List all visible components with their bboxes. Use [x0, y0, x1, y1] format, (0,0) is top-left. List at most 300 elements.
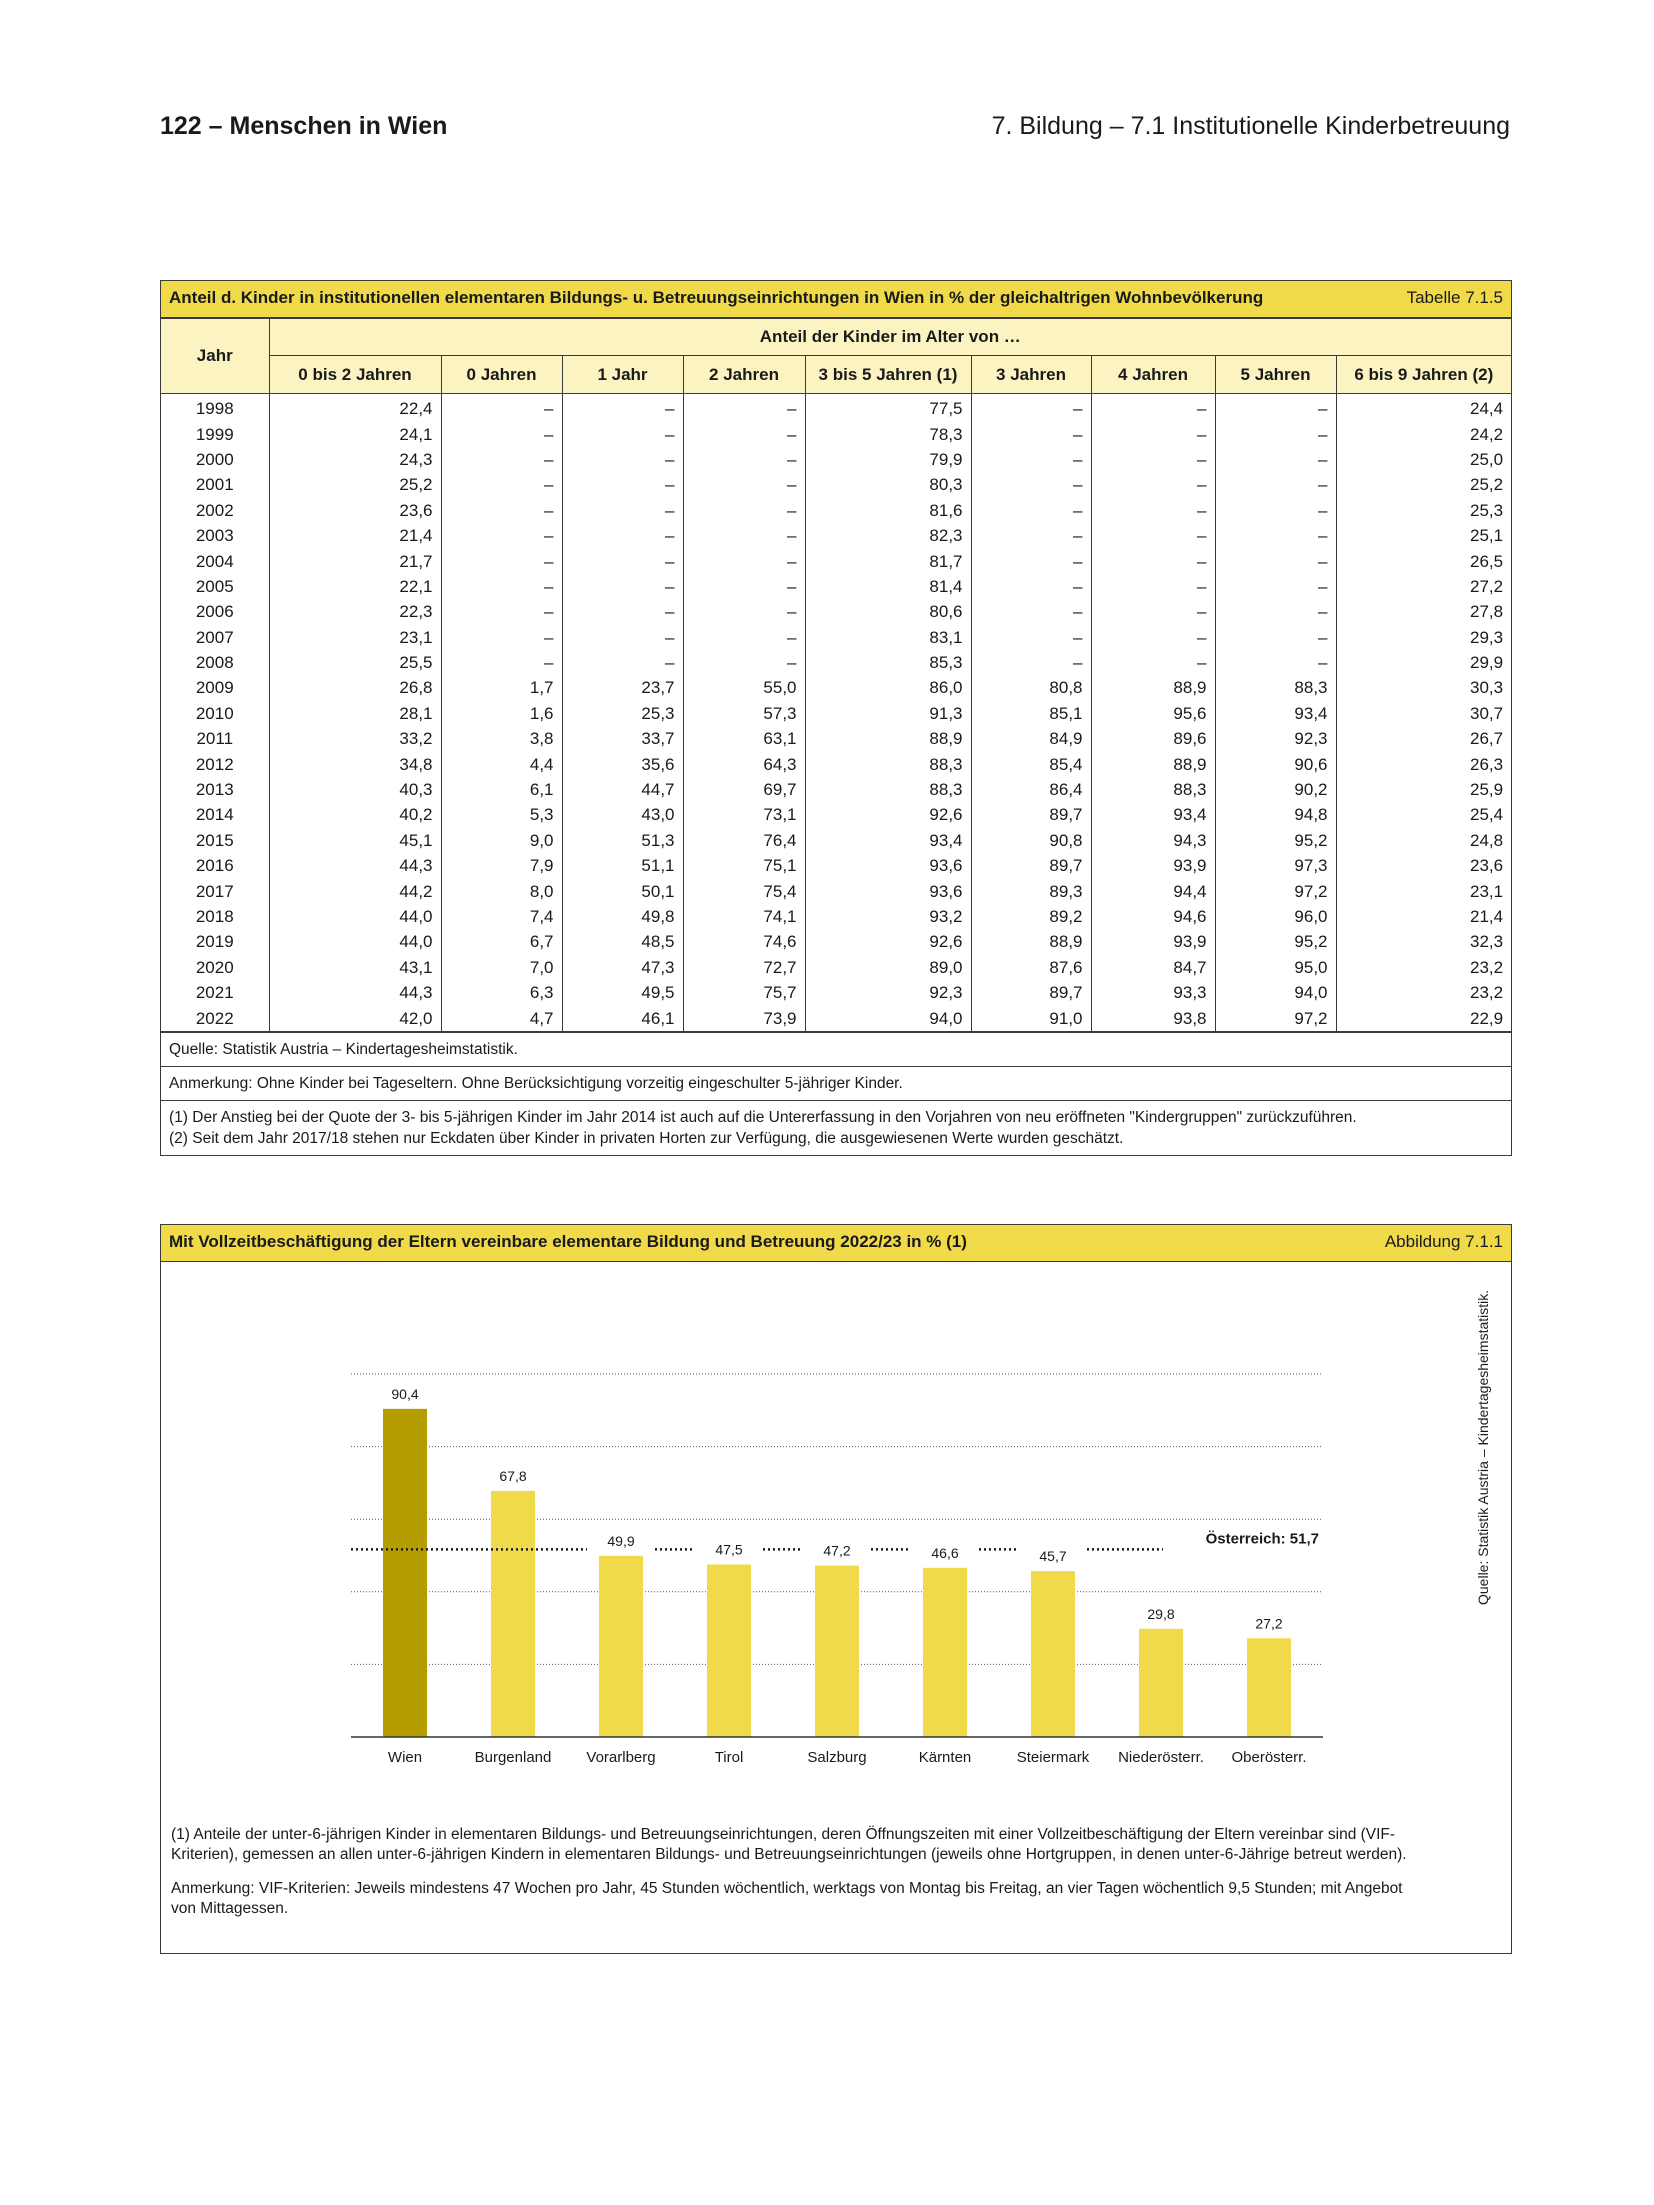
table-row	[161, 574, 1511, 599]
value-cell: –	[1215, 472, 1336, 497]
value-cell: –	[441, 498, 562, 523]
value-cell: –	[441, 421, 562, 446]
value-cell: 76,4	[683, 828, 805, 853]
value-cell: –	[562, 574, 683, 599]
value-cell: 88,9	[1091, 751, 1215, 776]
bar-value-label: 47,2	[823, 1542, 851, 1559]
value-cell: 1,7	[441, 675, 562, 700]
column-header: 1 Jahr	[562, 356, 683, 394]
bar-chart	[161, 1262, 1511, 1822]
value-cell: –	[562, 394, 683, 422]
value-cell: –	[562, 472, 683, 497]
value-cell: 73,1	[683, 802, 805, 827]
table-row	[161, 1005, 1511, 1031]
chapter-title: 7. Bildung – 7.1 Institutionelle Kinderbetreuung	[991, 112, 1510, 140]
table-row	[161, 472, 1511, 497]
table-title-bar	[161, 281, 1511, 318]
value-cell: 97,3	[1215, 853, 1336, 878]
value-cell: –	[1215, 650, 1336, 675]
year-cell: 2004	[161, 548, 269, 573]
value-cell: 89,3	[971, 878, 1091, 903]
value-cell: 47,3	[562, 955, 683, 980]
value-cell: 84,9	[971, 726, 1091, 751]
value-cell: 88,9	[971, 929, 1091, 954]
value-cell: –	[1091, 650, 1215, 675]
table-row	[161, 548, 1511, 573]
value-cell: 49,8	[562, 904, 683, 929]
value-cell: –	[441, 523, 562, 548]
value-cell: –	[971, 523, 1091, 548]
value-cell: 25,5	[269, 650, 441, 675]
value-cell: –	[1215, 447, 1336, 472]
value-cell: –	[1091, 421, 1215, 446]
value-cell: 29,3	[1336, 625, 1511, 650]
value-cell: –	[562, 650, 683, 675]
year-cell: 2017	[161, 878, 269, 903]
value-cell: –	[441, 625, 562, 650]
value-cell: 22,1	[269, 574, 441, 599]
value-cell: 88,3	[805, 751, 971, 776]
category-label: Tirol	[714, 1749, 744, 1766]
value-cell: 55,0	[683, 675, 805, 700]
table-row	[161, 955, 1511, 980]
bar-value-label: 45,7	[1039, 1548, 1067, 1565]
value-cell: 92,3	[805, 980, 971, 1005]
value-cell: –	[1091, 548, 1215, 573]
value-cell: 27,8	[1336, 599, 1511, 624]
table-row	[161, 751, 1511, 776]
value-cell: 73,9	[683, 1005, 805, 1031]
value-cell: 97,2	[1215, 878, 1336, 903]
value-cell: 75,4	[683, 878, 805, 903]
column-header: 6 bis 9 Jahren (2)	[1336, 356, 1511, 394]
table-row	[161, 980, 1511, 1005]
value-cell: 24,4	[1336, 394, 1511, 422]
value-cell: 93,6	[805, 878, 971, 903]
value-cell: 21,4	[269, 523, 441, 548]
value-cell: –	[1215, 523, 1336, 548]
value-cell: 90,6	[1215, 751, 1336, 776]
value-cell: 88,3	[805, 777, 971, 802]
value-cell: 44,0	[269, 929, 441, 954]
value-cell: –	[971, 394, 1091, 422]
value-cell: 43,0	[562, 802, 683, 827]
value-cell: 89,2	[971, 904, 1091, 929]
value-cell: 89,7	[971, 980, 1091, 1005]
value-cell: 85,4	[971, 751, 1091, 776]
value-cell: 93,9	[1091, 853, 1215, 878]
value-cell: 44,3	[269, 853, 441, 878]
year-cell: 2008	[161, 650, 269, 675]
value-cell: 9,0	[441, 828, 562, 853]
table-row	[161, 675, 1511, 700]
value-cell: –	[562, 421, 683, 446]
value-cell: 93,2	[805, 904, 971, 929]
value-cell: 34,8	[269, 751, 441, 776]
column-header: 2 Jahren	[683, 356, 805, 394]
column-header: 5 Jahren	[1215, 356, 1336, 394]
value-cell: –	[971, 625, 1091, 650]
value-cell: –	[1215, 421, 1336, 446]
value-cell: –	[562, 548, 683, 573]
value-cell: 94,4	[1091, 878, 1215, 903]
value-cell: 24,8	[1336, 828, 1511, 853]
value-cell: –	[441, 394, 562, 422]
value-cell: –	[683, 447, 805, 472]
table-row	[161, 447, 1511, 472]
value-cell: 30,3	[1336, 675, 1511, 700]
table-row	[161, 599, 1511, 624]
value-cell: 25,0	[1336, 447, 1511, 472]
bar-value-label: 49,9	[607, 1532, 635, 1549]
value-cell: 63,1	[683, 726, 805, 751]
year-cell: 2012	[161, 751, 269, 776]
value-cell: 88,3	[1091, 777, 1215, 802]
table-row	[161, 394, 1511, 422]
year-cell: 2007	[161, 625, 269, 650]
value-cell: 44,0	[269, 904, 441, 929]
value-cell: –	[971, 548, 1091, 573]
value-cell: 94,8	[1215, 802, 1336, 827]
year-cell: 2001	[161, 472, 269, 497]
value-cell: 48,5	[562, 929, 683, 954]
value-cell: 6,7	[441, 929, 562, 954]
table-row	[161, 828, 1511, 853]
value-cell: –	[1215, 498, 1336, 523]
category-label: Niederösterr.	[1118, 1749, 1204, 1766]
bar-value-label: 90,4	[391, 1385, 419, 1402]
value-cell: 21,7	[269, 548, 441, 573]
value-cell: 44,7	[562, 777, 683, 802]
value-cell: –	[971, 650, 1091, 675]
value-cell: 43,1	[269, 955, 441, 980]
value-cell: 1,6	[441, 701, 562, 726]
value-cell: 87,6	[971, 955, 1091, 980]
value-cell: –	[971, 447, 1091, 472]
value-cell: 5,3	[441, 802, 562, 827]
value-cell: 84,7	[1091, 955, 1215, 980]
value-cell: 7,4	[441, 904, 562, 929]
table-footnote-1: (1) Der Anstieg bei der Quote der 3- bis 5-jährigen Kinder im Jahr 2014 ist auch auf die Untererfassung in den Vorjahren von neu eröffneten "Kindergruppen" zurückzuführen.	[169, 1108, 1357, 1126]
chart-side-source: Quelle: Statistik Austria – Kindertagesheimstatistik.	[1475, 1289, 1491, 1605]
value-cell: 8,0	[441, 878, 562, 903]
value-cell: 21,4	[1336, 904, 1511, 929]
year-header: Jahr	[161, 319, 269, 394]
bar-value-label: 29,8	[1147, 1605, 1175, 1622]
value-cell: –	[683, 394, 805, 422]
value-cell: 25,3	[562, 701, 683, 726]
value-cell: 75,1	[683, 853, 805, 878]
value-cell: 6,1	[441, 777, 562, 802]
value-cell: 7,0	[441, 955, 562, 980]
category-label: Wien	[387, 1749, 423, 1766]
table-number: Tabelle 7.1.5	[1406, 288, 1503, 307]
table-row	[161, 701, 1511, 726]
value-cell: –	[1215, 548, 1336, 573]
value-cell: 90,8	[971, 828, 1091, 853]
value-cell: 33,2	[269, 726, 441, 751]
value-cell: 23,7	[562, 675, 683, 700]
value-cell: –	[971, 472, 1091, 497]
value-cell: 24,2	[1336, 421, 1511, 446]
value-cell: –	[562, 447, 683, 472]
category-label: Vorarlberg	[586, 1749, 656, 1766]
value-cell: –	[683, 574, 805, 599]
value-cell: 28,1	[269, 701, 441, 726]
value-cell: 26,7	[1336, 726, 1511, 751]
value-cell: 94,6	[1091, 904, 1215, 929]
value-cell: –	[562, 599, 683, 624]
column-header: 3 Jahren	[971, 356, 1091, 394]
value-cell: 26,3	[1336, 751, 1511, 776]
value-cell: 82,3	[805, 523, 971, 548]
table-row	[161, 853, 1511, 878]
value-cell: 97,2	[1215, 1005, 1336, 1031]
value-cell: –	[971, 599, 1091, 624]
value-cell: –	[971, 574, 1091, 599]
table-row	[161, 929, 1511, 954]
bar	[815, 1566, 859, 1737]
year-cell: 2010	[161, 701, 269, 726]
year-cell: 2003	[161, 523, 269, 548]
table-row	[161, 625, 1511, 650]
year-cell: 2022	[161, 1005, 269, 1031]
year-cell: 2014	[161, 802, 269, 827]
value-cell: 95,2	[1215, 828, 1336, 853]
value-cell: 24,3	[269, 447, 441, 472]
value-cell: 57,3	[683, 701, 805, 726]
value-cell: –	[683, 599, 805, 624]
table-title: Anteil d. Kinder in institutionellen elementaren Bildungs- u. Betreuungseinrichtungen in Wien in % der gleichaltrigen Wohnbevölkerung	[169, 288, 1264, 307]
value-cell: 42,0	[269, 1005, 441, 1031]
table-row	[161, 802, 1511, 827]
value-cell: 93,6	[805, 853, 971, 878]
year-cell: 2009	[161, 675, 269, 700]
bar	[1247, 1638, 1291, 1737]
value-cell: –	[683, 650, 805, 675]
value-cell: 93,9	[1091, 929, 1215, 954]
value-cell: 23,6	[269, 498, 441, 523]
bar	[923, 1568, 967, 1737]
value-cell: 85,3	[805, 650, 971, 675]
value-cell: 25,4	[1336, 802, 1511, 827]
value-cell: –	[683, 523, 805, 548]
value-cell: –	[1215, 574, 1336, 599]
value-cell: –	[1091, 447, 1215, 472]
category-label: Burgenland	[474, 1749, 552, 1766]
value-cell: 23,6	[1336, 853, 1511, 878]
value-cell: 25,9	[1336, 777, 1511, 802]
value-cell: 93,4	[1215, 701, 1336, 726]
value-cell: 29,9	[1336, 650, 1511, 675]
year-cell: 1999	[161, 421, 269, 446]
value-cell: 80,3	[805, 472, 971, 497]
value-cell: 81,4	[805, 574, 971, 599]
value-cell: 89,7	[971, 853, 1091, 878]
value-cell: –	[971, 421, 1091, 446]
value-cell: 22,9	[1336, 1005, 1511, 1031]
value-cell: –	[1091, 498, 1215, 523]
value-cell: 95,0	[1215, 955, 1336, 980]
value-cell: –	[683, 421, 805, 446]
value-cell: –	[683, 625, 805, 650]
value-cell: 79,9	[805, 447, 971, 472]
value-cell: 45,1	[269, 828, 441, 853]
table-row	[161, 498, 1511, 523]
value-cell: –	[441, 472, 562, 497]
value-cell: 3,8	[441, 726, 562, 751]
value-cell: 25,3	[1336, 498, 1511, 523]
year-cell: 2015	[161, 828, 269, 853]
value-cell: 94,3	[1091, 828, 1215, 853]
value-cell: –	[1215, 625, 1336, 650]
value-cell: 91,0	[971, 1005, 1091, 1031]
page-number-title: 122 – Menschen in Wien	[160, 112, 448, 140]
value-cell: 89,0	[805, 955, 971, 980]
chart-area	[161, 1262, 1511, 1822]
value-cell: 94,0	[1215, 980, 1336, 1005]
category-label: Kärnten	[918, 1749, 972, 1766]
year-cell: 2005	[161, 574, 269, 599]
value-cell: 23,2	[1336, 955, 1511, 980]
chart-number: Abbildung 7.1.1	[1384, 1232, 1503, 1251]
value-cell: 83,1	[805, 625, 971, 650]
year-cell: 2013	[161, 777, 269, 802]
year-cell: 2019	[161, 929, 269, 954]
value-cell: –	[562, 523, 683, 548]
value-cell: 49,5	[562, 980, 683, 1005]
value-cell: 7,9	[441, 853, 562, 878]
value-cell: 93,8	[1091, 1005, 1215, 1031]
value-cell: –	[441, 599, 562, 624]
table-row	[161, 777, 1511, 802]
year-cell: 2018	[161, 904, 269, 929]
table-row	[161, 878, 1511, 903]
value-cell: 35,6	[562, 751, 683, 776]
bar	[383, 1409, 427, 1737]
bar	[1139, 1629, 1183, 1737]
value-cell: 26,5	[1336, 548, 1511, 573]
value-cell: 44,2	[269, 878, 441, 903]
year-cell: 2002	[161, 498, 269, 523]
bar-value-label: 47,5	[715, 1541, 743, 1558]
year-cell: 2000	[161, 447, 269, 472]
value-cell: –	[441, 650, 562, 675]
value-cell: –	[441, 447, 562, 472]
year-cell: 2016	[161, 853, 269, 878]
table-footnotes	[161, 1100, 1511, 1155]
value-cell: 69,7	[683, 777, 805, 802]
value-cell: 27,2	[1336, 574, 1511, 599]
value-cell: 77,5	[805, 394, 971, 422]
value-cell: 92,6	[805, 802, 971, 827]
value-cell: 74,1	[683, 904, 805, 929]
value-cell: 26,8	[269, 675, 441, 700]
reference-label: Österreich: 51,7	[1205, 1530, 1319, 1548]
chart-notes	[171, 1825, 1431, 1933]
year-cell: 2021	[161, 980, 269, 1005]
value-cell: –	[1091, 394, 1215, 422]
value-cell: 90,2	[1215, 777, 1336, 802]
value-cell: –	[1091, 574, 1215, 599]
value-cell: 93,3	[1091, 980, 1215, 1005]
value-cell: 30,7	[1336, 701, 1511, 726]
value-cell: 92,6	[805, 929, 971, 954]
value-cell: 75,7	[683, 980, 805, 1005]
value-cell: 88,3	[1215, 675, 1336, 700]
value-cell: 93,4	[805, 828, 971, 853]
value-cell: 4,7	[441, 1005, 562, 1031]
value-cell: 25,2	[269, 472, 441, 497]
table-row	[161, 904, 1511, 929]
value-cell: –	[1091, 599, 1215, 624]
value-cell: 85,1	[971, 701, 1091, 726]
value-cell: 96,0	[1215, 904, 1336, 929]
column-header: 3 bis 5 Jahren (1)	[805, 356, 971, 394]
table-7-1-5	[160, 280, 1512, 1156]
value-cell: –	[1091, 625, 1215, 650]
value-cell: 33,7	[562, 726, 683, 751]
value-cell: 25,2	[1336, 472, 1511, 497]
value-cell: 81,6	[805, 498, 971, 523]
value-cell: 88,9	[805, 726, 971, 751]
value-cell: –	[683, 548, 805, 573]
value-cell: 88,9	[1091, 675, 1215, 700]
value-cell: 23,1	[1336, 878, 1511, 903]
category-label: Oberösterr.	[1231, 1749, 1307, 1766]
value-cell: 23,1	[269, 625, 441, 650]
value-cell: –	[1215, 599, 1336, 624]
table-remark: Anmerkung: Ohne Kinder bei Tageseltern. Ohne Berücksichtigung vorzeitig eingeschulter 5-jähriger Kinder.	[161, 1066, 1511, 1100]
bar	[707, 1565, 751, 1737]
value-cell: –	[441, 574, 562, 599]
value-cell: 46,1	[562, 1005, 683, 1031]
category-label: Salzburg	[807, 1749, 867, 1766]
value-cell: 80,8	[971, 675, 1091, 700]
value-cell: 78,3	[805, 421, 971, 446]
column-header: 4 Jahren	[1091, 356, 1215, 394]
column-header: 0 Jahren	[441, 356, 562, 394]
year-cell: 1998	[161, 394, 269, 422]
bar-value-label: 67,8	[499, 1467, 527, 1484]
value-cell: 6,3	[441, 980, 562, 1005]
group-header: Anteil der Kinder im Alter von …	[269, 319, 1511, 356]
value-cell: 74,6	[683, 929, 805, 954]
value-cell: 72,7	[683, 955, 805, 980]
table-row	[161, 650, 1511, 675]
table-footnote-2: (2) Seit dem Jahr 2017/18 stehen nur Eckdaten über Kinder in privaten Horten zur Verfügung, die ausgewiesenen Werte wurden geschätzt.	[169, 1129, 1124, 1147]
figure-7-1-1	[160, 1224, 1512, 1954]
year-cell: 2006	[161, 599, 269, 624]
chart-remark: Anmerkung: VIF-Kriterien: Jeweils mindestens 47 Wochen pro Jahr, 45 Stunden wöchentlich, werktags von Montag bis Freitag, an vier Tagen wöchentlich 9,5 Stunden; mit Angebot von Mittagessen.	[171, 1880, 1403, 1917]
value-cell: 24,1	[269, 421, 441, 446]
value-cell: 40,2	[269, 802, 441, 827]
bar	[491, 1491, 535, 1737]
value-cell: 40,3	[269, 777, 441, 802]
value-cell: 64,3	[683, 751, 805, 776]
bar	[1031, 1571, 1075, 1737]
value-cell: 32,3	[1336, 929, 1511, 954]
value-cell: 92,3	[1215, 726, 1336, 751]
category-label: Steiermark	[1016, 1749, 1090, 1766]
chart-title: Mit Vollzeitbeschäftigung der Eltern vereinbare elementare Bildung und Betreuung 2022/23 in % (1)	[169, 1232, 967, 1251]
value-cell: 93,4	[1091, 802, 1215, 827]
value-cell: 51,3	[562, 828, 683, 853]
value-cell: 23,2	[1336, 980, 1511, 1005]
chart-footnote-1: (1) Anteile der unter-6-jährigen Kinder in elementaren Bildungs- und Betreuungseinrichtungen, deren Öffnungszeiten mit einer Vollzeitbeschäftigung der Eltern vereinbar sind (VIF-Kriterien), gemessen an allen unter-6-jährigen Kindern in elementaren Bildungs- und Betreuungseinrichtungen (jeweils ohne Hortgruppen, in denen unter-6-Jährige betreut werden).	[171, 1826, 1407, 1863]
column-header: 0 bis 2 Jahren	[269, 356, 441, 394]
bar-value-label: 46,6	[931, 1544, 959, 1561]
